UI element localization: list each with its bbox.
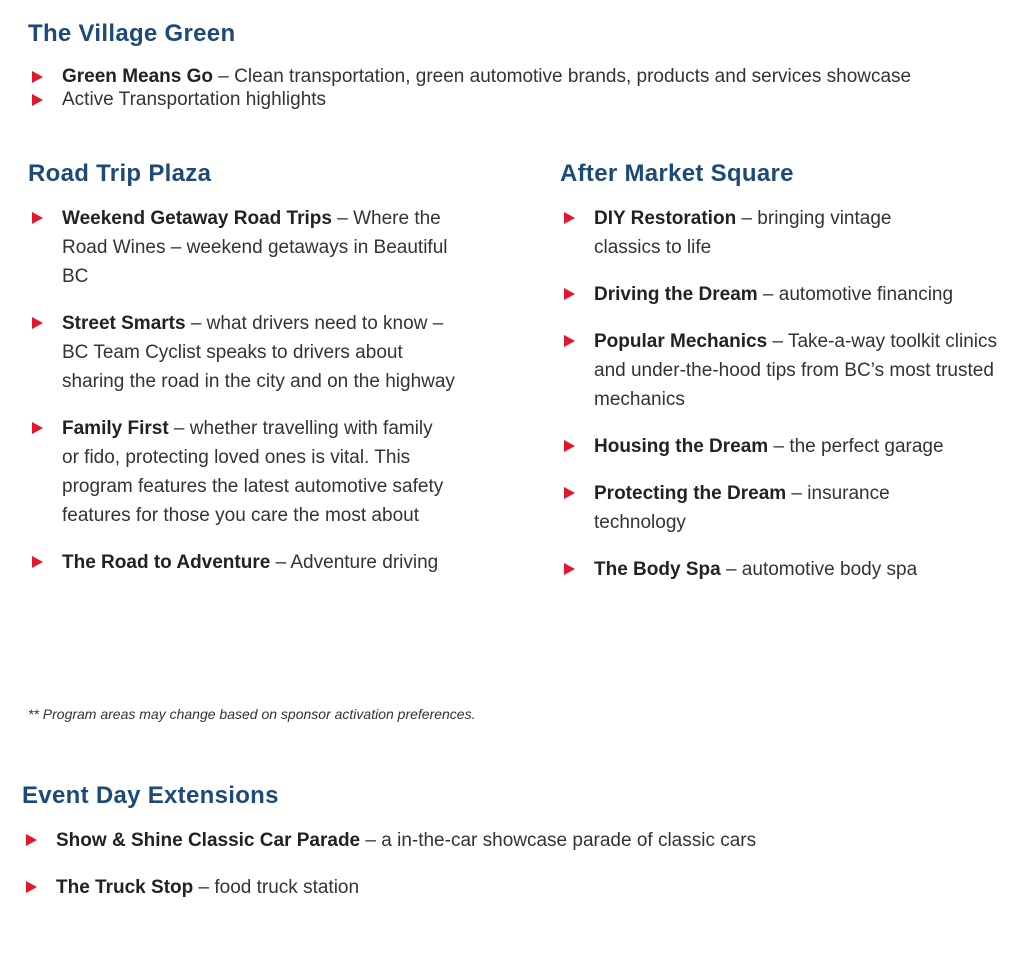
list-item: The Road to Adventure – Adventure driving xyxy=(28,548,468,577)
bullet-arrow-icon xyxy=(32,317,43,329)
bullet-arrow-icon xyxy=(564,335,575,347)
section-title-village-green: The Village Green xyxy=(28,20,236,47)
bullet-arrow-icon xyxy=(564,440,575,452)
section-title-after-market-square: After Market Square xyxy=(560,160,794,187)
list-item: Weekend Getaway Road Trips – Where the Road Wines – weekend getaways in Beautiful BC xyxy=(28,204,468,291)
event-day-extensions-list xyxy=(22,826,1002,902)
bullet-arrow-icon xyxy=(564,212,575,224)
bullet-arrow-icon xyxy=(564,487,575,499)
bullet-arrow-icon xyxy=(564,288,575,300)
list-item: DIY Restoration – bringing vintage classics to life xyxy=(560,204,1010,262)
bullet-arrow-icon xyxy=(32,94,43,106)
bullet-arrow-icon xyxy=(32,556,43,568)
bullet-arrow-icon xyxy=(32,71,43,83)
bullet-arrow-icon xyxy=(32,212,43,224)
list-item: The Body Spa – automotive body spa xyxy=(560,555,1010,584)
bullet-arrow-icon xyxy=(26,834,37,846)
list-item: Housing the Dream – the perfect garage xyxy=(560,432,1010,461)
list-item: Driving the Dream – automotive financing xyxy=(560,280,1010,309)
section-title-event-day-extensions: Event Day Extensions xyxy=(22,782,279,809)
section-title-road-trip-plaza: Road Trip Plaza xyxy=(28,160,212,187)
list-item: Family First – whether travelling with family or fido, protecting loved ones is vital. This program features the latest automotive safety features for those you care the most about xyxy=(28,414,468,530)
list-item: Active Transportation highlights xyxy=(28,87,928,113)
list-item: Popular Mechanics – Take-a-way toolkit clinics and under-the-hood tips from BC’s most trusted mechanics xyxy=(560,327,1010,414)
list-item: Green Means Go – Clean transportation, green automotive brands, products and services showcase xyxy=(28,64,928,90)
list-item: The Truck Stop – food truck station xyxy=(22,873,1002,902)
after-market-square-list xyxy=(560,204,1010,584)
list-item: Street Smarts – what drivers need to know – BC Team Cyclist speaks to drivers about sharing the road in the city and on the highway xyxy=(28,309,468,396)
program-areas-note: ** Program areas may change based on sponsor activation preferences. xyxy=(28,706,476,722)
village-green-list xyxy=(28,64,928,113)
list-item: Protecting the Dream – insurance technology xyxy=(560,479,1010,537)
bullet-arrow-icon xyxy=(564,563,575,575)
bullet-arrow-icon xyxy=(32,422,43,434)
road-trip-plaza-list xyxy=(28,204,468,577)
list-item: Show & Shine Classic Car Parade – a in-the-car showcase parade of classic cars xyxy=(22,826,1002,855)
bullet-arrow-icon xyxy=(26,881,37,893)
